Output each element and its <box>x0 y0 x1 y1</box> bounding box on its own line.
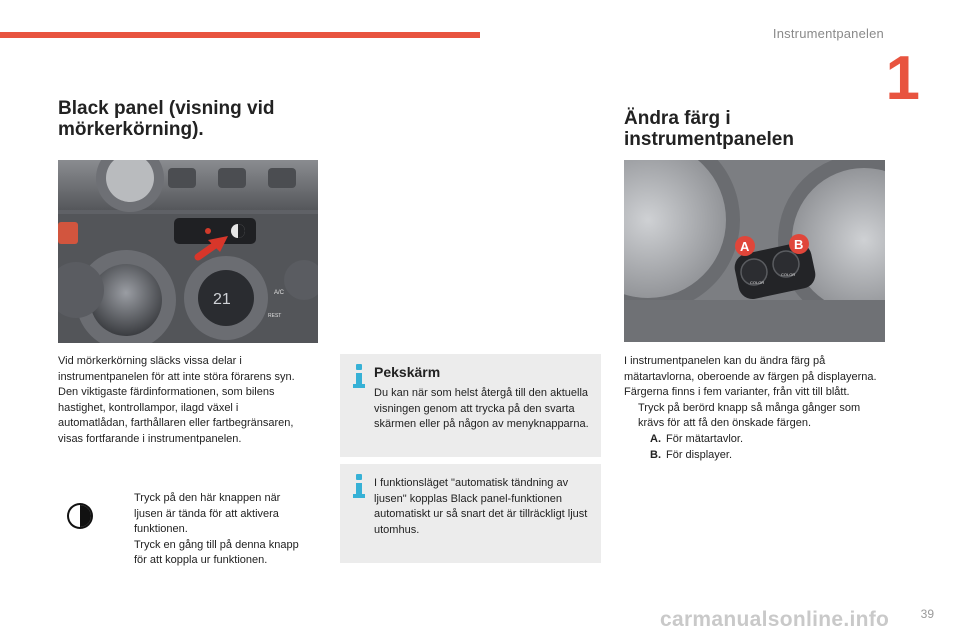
black-panel-instructions <box>119 491 303 569</box>
touchscreen-info-box <box>340 354 601 457</box>
black-panel-paragraph-2: Den viktigaste färdinformationen, som bilens hastighet, kontrollampor, ilagd växel i automatlådan, farthållaren eller fartbegränsaren, visas fortfarande i instrumentpanelen. <box>58 386 294 445</box>
black-panel-title: Black panel (visning vid mörkerkörning). <box>58 98 275 140</box>
svg-text:B: B <box>794 237 804 252</box>
svg-text:REST: REST <box>268 313 282 319</box>
top-accent-bar <box>0 32 480 38</box>
instrument-cluster-photo <box>624 160 885 342</box>
info-icon <box>352 364 366 390</box>
touchscreen-title: Pekskärm <box>374 364 441 380</box>
black-panel-paragraph-1: Vid mörkerkörning släcks vissa delar i instrumentpanelen för att inte störa förarens syn. <box>58 355 295 383</box>
svg-text:21: 21 <box>213 291 231 308</box>
watermark: carmanualsonline.info <box>660 608 890 631</box>
change-color-paragraph-2: Färgerna finns i fem varianter, från vitt till blått. <box>624 386 850 399</box>
change-color-description <box>624 354 888 463</box>
list-item: B. För displayer. <box>650 448 733 461</box>
bullet-icon <box>119 538 134 569</box>
change-color-paragraph-1: I instrumentpanelen kan du ändra färg på mätartavlorna, oberoende av färgen på displayerna. <box>624 355 877 383</box>
info-icon <box>352 474 366 500</box>
bullet-icon <box>624 401 638 432</box>
change-color-title: Ändra färg i instrumentpanelen <box>624 108 794 150</box>
black-panel-description <box>58 354 304 448</box>
chapter-number: 1 <box>885 44 920 113</box>
svg-text:A/C: A/C <box>274 290 285 296</box>
list-item: A. För mätartavlor. <box>650 432 744 445</box>
black-panel-button-icon <box>67 503 93 529</box>
svg-text:A: A <box>740 239 750 254</box>
auto-lights-info-box <box>340 464 601 563</box>
dashboard-photo <box>58 160 318 343</box>
list-item: Tryck på berörd knapp så många gånger som krävs för att få den önskade färgen. <box>624 401 888 432</box>
section-title: Instrumentpanelen <box>772 26 884 41</box>
svg-text:COLOR: COLOR <box>750 280 765 285</box>
auto-lights-text: I funktionsläget "automatisk tändning av ljusen" kopplas Black panel-funktionen automatiskt ur så snart det är tillräckligt ljust utomhus. <box>374 477 588 536</box>
svg-text:COLOR: COLOR <box>781 272 796 277</box>
touchscreen-text: Du kan när som helst återgå till den aktuella visningen genom att trycka på den svarta skärmen eller på någon av menyknapparna. <box>374 387 589 431</box>
page-number: 39 <box>920 607 934 621</box>
bullet-icon <box>119 491 134 538</box>
list-item: Tryck en gång till på denna knapp för att koppla ur funktionen. <box>119 538 303 569</box>
list-item: Tryck på den här knappen när ljusen är tända för att aktivera funktionen. <box>119 491 303 538</box>
